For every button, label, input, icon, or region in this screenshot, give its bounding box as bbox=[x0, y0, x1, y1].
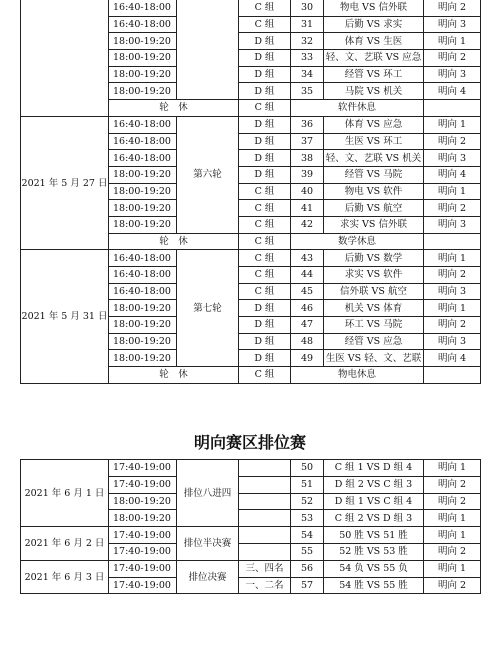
group-cell: C 组 bbox=[239, 283, 291, 300]
match-cell: 轻、文、艺联 VS 机关 bbox=[324, 150, 424, 167]
table-row bbox=[21, 560, 481, 577]
match-no-cell: 53 bbox=[291, 510, 324, 527]
venue-cell: 明向 1 bbox=[424, 527, 481, 544]
match-no-cell: 37 bbox=[291, 133, 324, 150]
match-cell: 物电 VS 软件 bbox=[324, 183, 424, 200]
date-cell: 2021 年 6 月 1 日 bbox=[21, 460, 109, 527]
venue-cell: 明向 3 bbox=[424, 16, 481, 33]
match-no-cell: 33 bbox=[291, 50, 324, 67]
place-cell: 一、二名 bbox=[239, 577, 291, 594]
venue-cell: 明向 1 bbox=[424, 560, 481, 577]
venue-cell: 明向 1 bbox=[424, 460, 481, 477]
ranking-table bbox=[20, 459, 481, 594]
match-cell: 物电 VS 信外联 bbox=[324, 0, 424, 16]
group-cell: D 组 bbox=[239, 50, 291, 67]
table-row bbox=[21, 460, 481, 477]
match-cell: 经管 VS 马院 bbox=[324, 166, 424, 183]
table-row bbox=[21, 116, 481, 133]
match-cell: 经管 VS 应急 bbox=[324, 333, 424, 350]
time-cell: 16:40-18:00 bbox=[109, 150, 177, 167]
venue-cell: 明向 2 bbox=[424, 317, 481, 334]
match-cell: 轻、文、艺联 VS 应急 bbox=[324, 50, 424, 67]
venue-cell: 明向 3 bbox=[424, 150, 481, 167]
match-no-cell: 56 bbox=[291, 560, 324, 577]
match-cell: 52 胜 VS 53 胜 bbox=[324, 543, 424, 560]
time-cell: 18:00-19:20 bbox=[109, 300, 177, 317]
match-cell: D 组 2 VS C 组 3 bbox=[324, 476, 424, 493]
match-no-cell: 36 bbox=[291, 116, 324, 133]
group-cell: C 组 bbox=[239, 267, 291, 284]
venue-cell: 明向 2 bbox=[424, 267, 481, 284]
round-cell: 第六轮 bbox=[177, 116, 239, 233]
round-cell: 排位八进四 bbox=[177, 460, 239, 527]
venue-cell: 明向 2 bbox=[424, 50, 481, 67]
rest-group: C 组 bbox=[239, 367, 291, 384]
table-row bbox=[21, 0, 481, 16]
time-cell: 17:40-19:00 bbox=[109, 543, 177, 560]
rest-label: 轮 休 bbox=[109, 100, 239, 117]
group-cell: C 组 bbox=[239, 216, 291, 233]
venue-cell: 明向 2 bbox=[424, 577, 481, 594]
venue-cell: 明向 2 bbox=[424, 476, 481, 493]
group-cell: D 组 bbox=[239, 150, 291, 167]
venue-cell: 明向 1 bbox=[424, 250, 481, 267]
match-no-cell: 57 bbox=[291, 577, 324, 594]
group-cell: D 组 bbox=[239, 333, 291, 350]
venue-cell: 明向 1 bbox=[424, 33, 481, 50]
time-cell: 16:40-18:00 bbox=[109, 133, 177, 150]
group-cell: D 组 bbox=[239, 33, 291, 50]
match-no-cell: 48 bbox=[291, 333, 324, 350]
group-cell: C 组 bbox=[239, 183, 291, 200]
venue-cell: 明向 1 bbox=[424, 116, 481, 133]
time-cell: 18:00-19:20 bbox=[109, 50, 177, 67]
time-cell: 18:00-19:20 bbox=[109, 183, 177, 200]
rest-group: C 组 bbox=[239, 100, 291, 117]
place-cell bbox=[239, 476, 291, 493]
match-no-cell: 30 bbox=[291, 0, 324, 16]
time-cell: 18:00-19:20 bbox=[109, 510, 177, 527]
match-no-cell: 38 bbox=[291, 150, 324, 167]
section-title: 明向赛区排位赛 bbox=[193, 433, 306, 452]
venue-cell: 明向 3 bbox=[424, 66, 481, 83]
time-cell: 18:00-19:20 bbox=[109, 216, 177, 233]
rest-label: 轮 休 bbox=[109, 233, 239, 250]
group-cell: C 组 bbox=[239, 16, 291, 33]
venue-cell: 明向 3 bbox=[424, 216, 481, 233]
place-cell bbox=[239, 510, 291, 527]
match-no-cell: 54 bbox=[291, 527, 324, 544]
time-cell: 16:40-18:00 bbox=[109, 250, 177, 267]
match-cell: 环工 VS 马院 bbox=[324, 317, 424, 334]
match-cell: 后勤 VS 数学 bbox=[324, 250, 424, 267]
place-cell bbox=[239, 493, 291, 510]
round-cell: 排位决赛 bbox=[177, 560, 239, 594]
match-cell: 54 胜 VS 55 胜 bbox=[324, 577, 424, 594]
time-cell: 18:00-19:20 bbox=[109, 66, 177, 83]
date-cell: 2021 年 6 月 2 日 bbox=[21, 527, 109, 561]
match-cell: D 组 1 VS C 组 4 bbox=[324, 493, 424, 510]
venue-cell: 明向 2 bbox=[424, 543, 481, 560]
table-row bbox=[21, 527, 481, 544]
venue-cell: 明向 2 bbox=[424, 200, 481, 217]
match-cell: 经管 VS 环工 bbox=[324, 66, 424, 83]
schedule-body bbox=[21, 0, 481, 383]
venue-cell: 明向 1 bbox=[424, 510, 481, 527]
match-cell: 54 负 VS 55 负 bbox=[324, 560, 424, 577]
group-cell: D 组 bbox=[239, 350, 291, 367]
match-cell: 50 胜 VS 51 胜 bbox=[324, 527, 424, 544]
group-cell: C 组 bbox=[239, 0, 291, 16]
group-cell: D 组 bbox=[239, 83, 291, 100]
rest-team: 数学休息 bbox=[291, 233, 424, 250]
match-no-cell: 44 bbox=[291, 267, 324, 284]
match-no-cell: 47 bbox=[291, 317, 324, 334]
venue-cell: 明向 3 bbox=[424, 333, 481, 350]
match-cell: 体育 VS 生医 bbox=[324, 33, 424, 50]
match-no-cell: 51 bbox=[291, 476, 324, 493]
match-no-cell: 43 bbox=[291, 250, 324, 267]
time-cell: 18:00-19:20 bbox=[109, 83, 177, 100]
time-cell: 16:40-18:00 bbox=[109, 0, 177, 16]
match-cell: 后勤 VS 航空 bbox=[324, 200, 424, 217]
match-cell: 信外联 VS 航空 bbox=[324, 283, 424, 300]
time-cell: 17:40-19:00 bbox=[109, 527, 177, 544]
match-cell: 生医 VS 环工 bbox=[324, 133, 424, 150]
match-no-cell: 50 bbox=[291, 460, 324, 477]
round-cell: 排位半决赛 bbox=[177, 527, 239, 561]
group-cell: D 组 bbox=[239, 166, 291, 183]
time-cell: 18:00-19:20 bbox=[109, 333, 177, 350]
venue-cell: 明向 4 bbox=[424, 350, 481, 367]
match-no-cell: 39 bbox=[291, 166, 324, 183]
time-cell: 18:00-19:20 bbox=[109, 200, 177, 217]
venue-cell bbox=[424, 367, 481, 384]
time-cell: 18:00-19:20 bbox=[109, 350, 177, 367]
venue-cell: 明向 1 bbox=[424, 183, 481, 200]
place-cell bbox=[239, 527, 291, 544]
group-cell: D 组 bbox=[239, 116, 291, 133]
match-no-cell: 35 bbox=[291, 83, 324, 100]
match-cell: 求实 VS 软件 bbox=[324, 267, 424, 284]
date-cell: 2021 年 5 月 27 日 bbox=[21, 116, 109, 250]
match-no-cell: 52 bbox=[291, 493, 324, 510]
match-cell: C 组 1 VS D 组 4 bbox=[324, 460, 424, 477]
match-no-cell: 41 bbox=[291, 200, 324, 217]
place-cell: 三、四名 bbox=[239, 560, 291, 577]
date-cell: 2021 年 6 月 3 日 bbox=[21, 560, 109, 594]
venue-cell: 明向 4 bbox=[424, 166, 481, 183]
round-cell bbox=[177, 0, 239, 100]
place-cell bbox=[239, 460, 291, 477]
place-cell bbox=[239, 543, 291, 560]
round-cell: 第七轮 bbox=[177, 250, 239, 367]
group-cell: C 组 bbox=[239, 250, 291, 267]
schedule-table bbox=[20, 0, 481, 384]
rest-label: 轮 休 bbox=[109, 367, 239, 384]
time-cell: 17:40-19:00 bbox=[109, 476, 177, 493]
match-cell: 体育 VS 应急 bbox=[324, 116, 424, 133]
match-no-cell: 49 bbox=[291, 350, 324, 367]
table-row bbox=[21, 250, 481, 267]
rest-team: 物电休息 bbox=[291, 367, 424, 384]
time-cell: 16:40-18:00 bbox=[109, 283, 177, 300]
time-cell: 17:40-19:00 bbox=[109, 460, 177, 477]
time-cell: 18:00-19:20 bbox=[109, 33, 177, 50]
time-cell: 18:00-19:20 bbox=[109, 317, 177, 334]
venue-cell: 明向 3 bbox=[424, 283, 481, 300]
venue-cell: 明向 4 bbox=[424, 83, 481, 100]
rest-group: C 组 bbox=[239, 233, 291, 250]
time-cell: 16:40-18:00 bbox=[109, 16, 177, 33]
match-no-cell: 46 bbox=[291, 300, 324, 317]
match-no-cell: 55 bbox=[291, 543, 324, 560]
match-no-cell: 45 bbox=[291, 283, 324, 300]
match-cell: 后勤 VS 求实 bbox=[324, 16, 424, 33]
match-cell: 生医 VS 轻、文、艺联 bbox=[324, 350, 424, 367]
venue-cell: 明向 2 bbox=[424, 493, 481, 510]
match-no-cell: 40 bbox=[291, 183, 324, 200]
venue-cell: 明向 2 bbox=[424, 0, 481, 16]
match-no-cell: 42 bbox=[291, 216, 324, 233]
venue-cell bbox=[424, 233, 481, 250]
match-cell: 马院 VS 机关 bbox=[324, 83, 424, 100]
date-cell: 2021 年 5 月 31 日 bbox=[21, 250, 109, 384]
time-cell: 18:00-19:20 bbox=[109, 166, 177, 183]
group-cell: D 组 bbox=[239, 66, 291, 83]
time-cell: 16:40-18:00 bbox=[109, 116, 177, 133]
time-cell: 17:40-19:00 bbox=[109, 577, 177, 594]
venue-cell: 明向 1 bbox=[424, 300, 481, 317]
group-cell: C 组 bbox=[239, 200, 291, 217]
ranking-body bbox=[21, 460, 481, 594]
match-cell: 求实 VS 信外联 bbox=[324, 216, 424, 233]
venue-cell: 明向 2 bbox=[424, 133, 481, 150]
time-cell: 16:40-18:00 bbox=[109, 267, 177, 284]
group-cell: D 组 bbox=[239, 133, 291, 150]
rest-team: 软件休息 bbox=[291, 100, 424, 117]
group-cell: D 组 bbox=[239, 300, 291, 317]
match-cell: C 组 2 VS D 组 3 bbox=[324, 510, 424, 527]
match-no-cell: 31 bbox=[291, 16, 324, 33]
match-no-cell: 34 bbox=[291, 66, 324, 83]
time-cell: 18:00-19:20 bbox=[109, 493, 177, 510]
venue-cell bbox=[424, 100, 481, 117]
time-cell: 17:40-19:00 bbox=[109, 560, 177, 577]
match-no-cell: 32 bbox=[291, 33, 324, 50]
match-cell: 机关 VS 体育 bbox=[324, 300, 424, 317]
date-cell bbox=[21, 0, 109, 116]
group-cell: D 组 bbox=[239, 317, 291, 334]
